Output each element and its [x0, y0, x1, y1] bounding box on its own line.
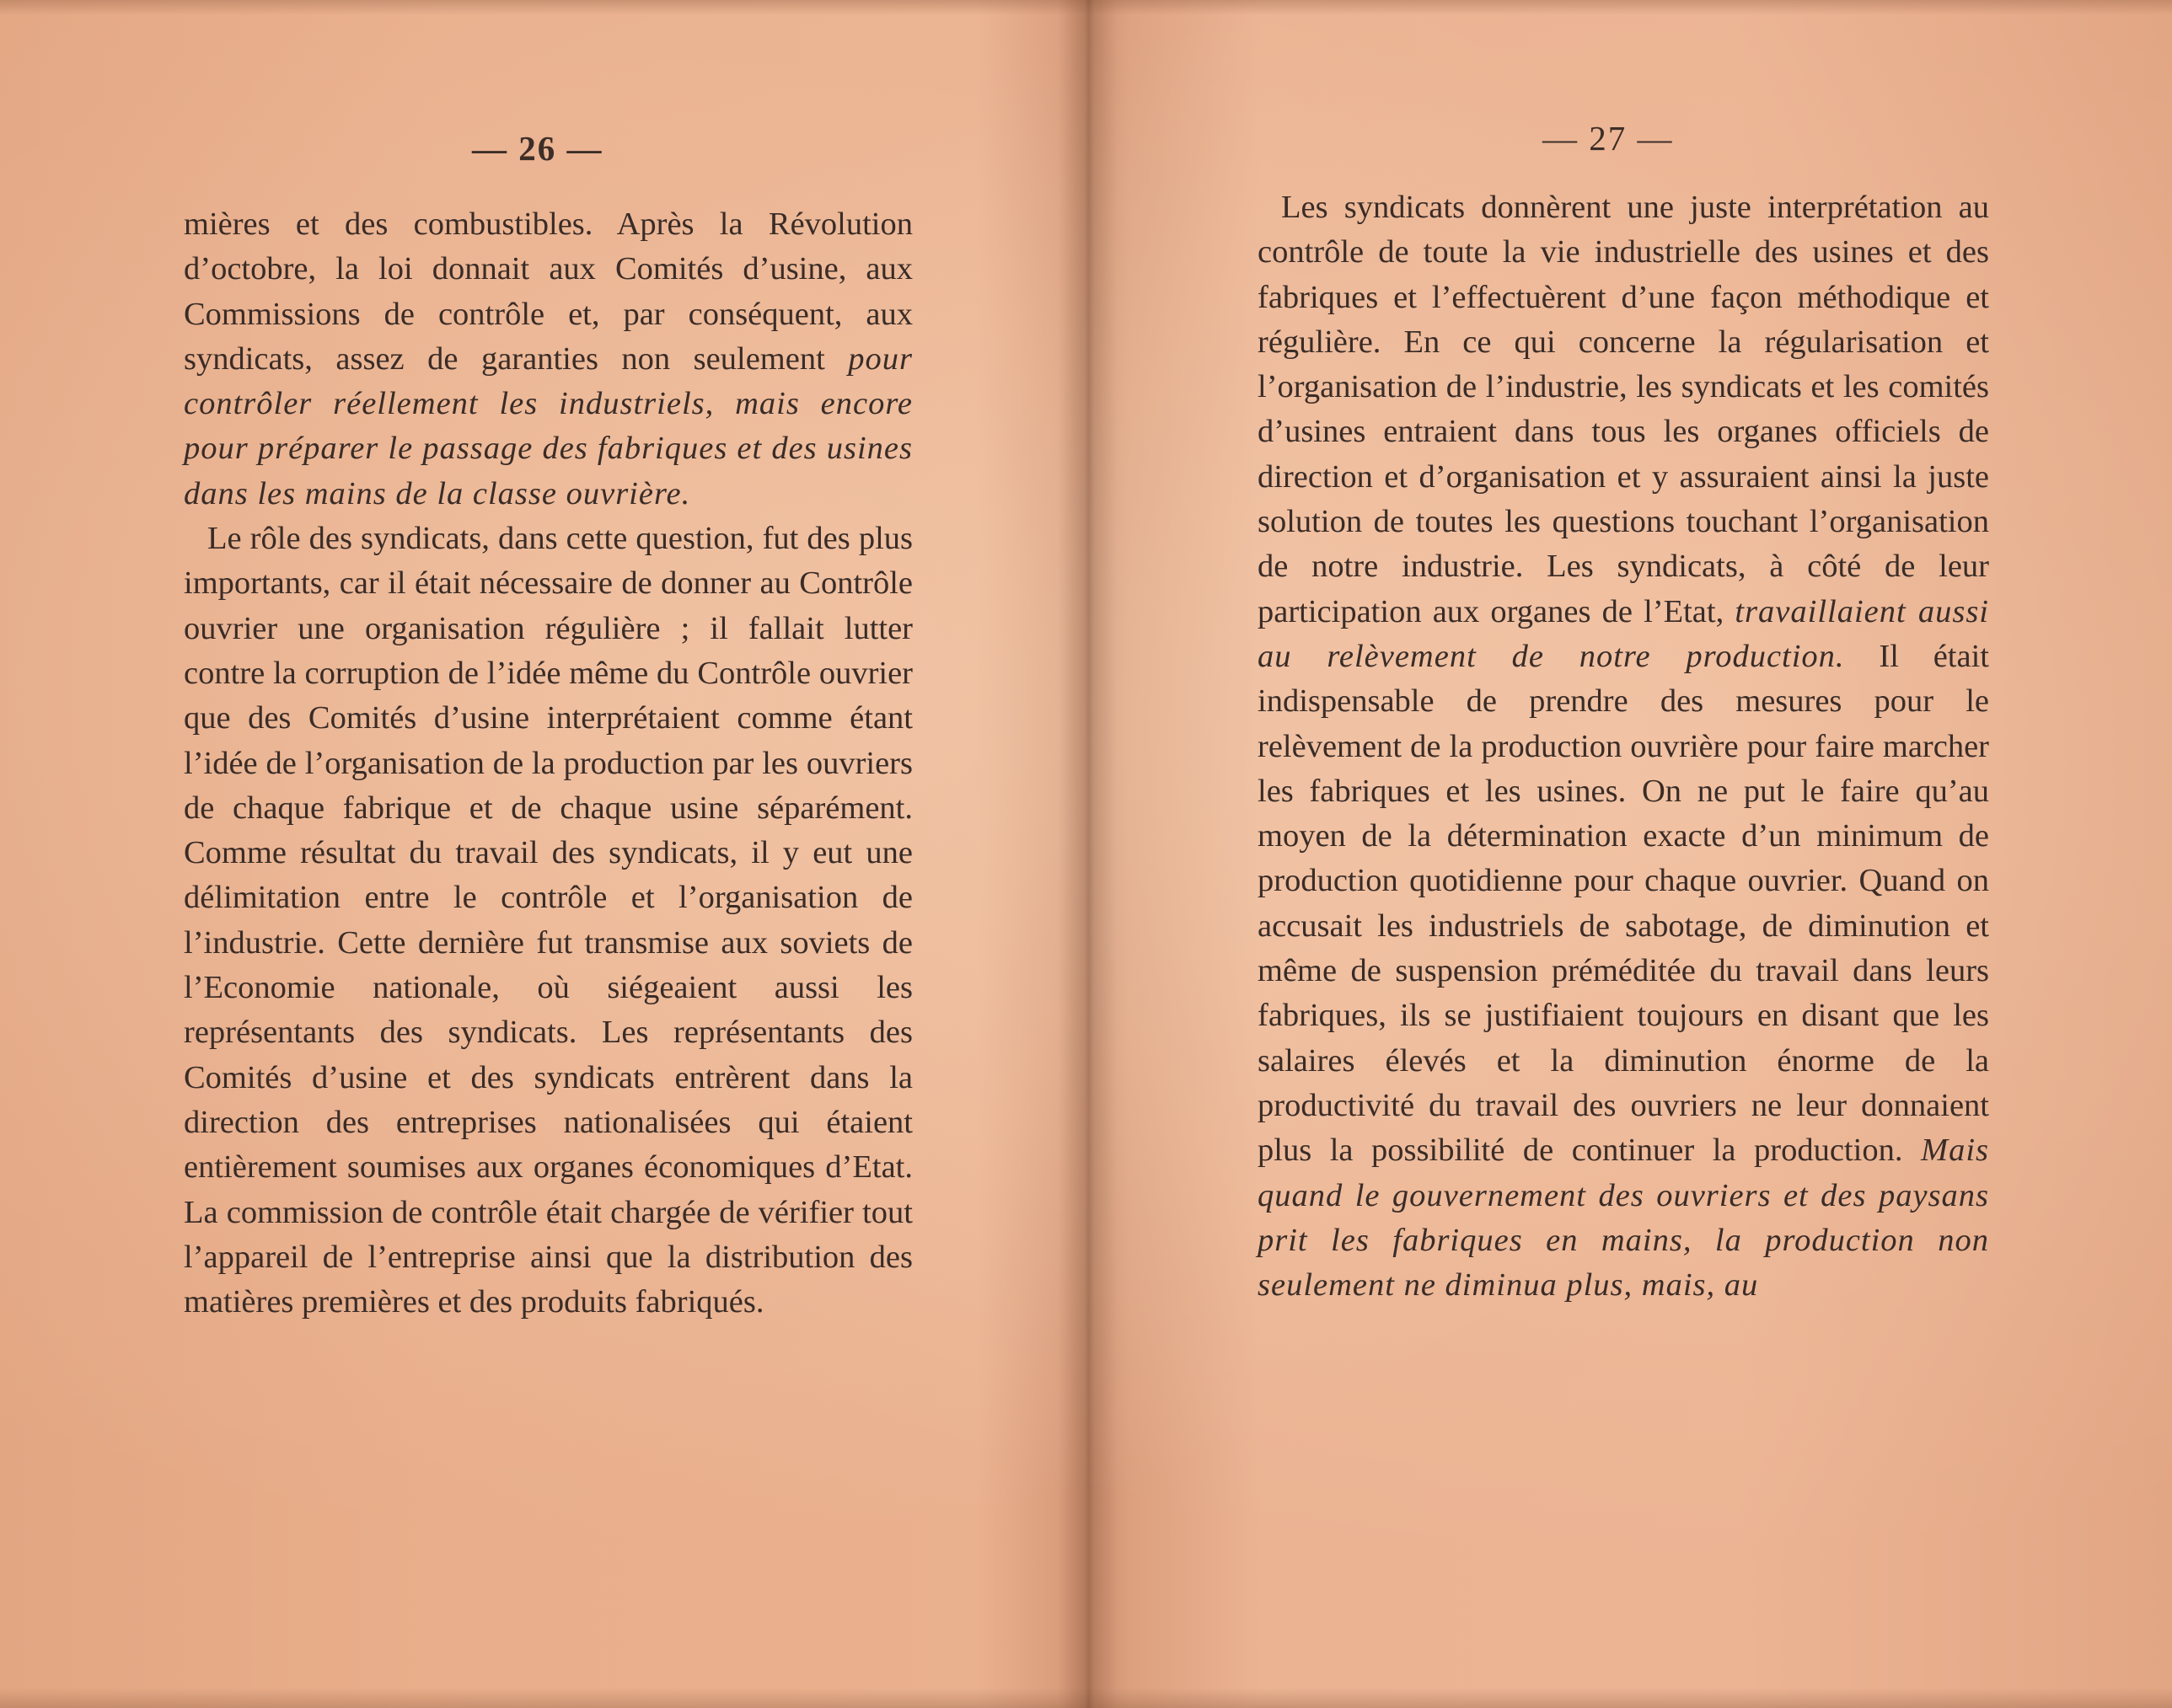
text-segment: Le rôle des syndicats, dans cette question, fut des plus importants, car il était nécessaire de donner au Contrôle ouvrier une organisation régulière ; il fallait lutter contre la corruption de l’idée même du Contrôle ouvrier que des Comités d’usine interprétaient comme étant l’idée de l’organisation de la production par les ouvriers de chaque fabrique et de chaque usine séparément. Comme résultat du travail des syndicats, il y eut une délimitation entre le contrôle et l’organisation de l’industrie. Cette dernière fut transmise aux soviets de l’Economie nationale, où siégeaient aussi les représentants des syndicats. Les représentants des Comités d’usine et des syndicats entrèrent dans la direction des entreprises nationalisées qui étaient entièrement soumises aux organes économiques d’Etat. La commission de contrôle était chargée de vérifier tout l’appareil de l’entreprise ainsi que la distribution des matières premières et des produits fabriqués.	[184, 521, 913, 1320]
page-number-right: — 27 —	[1542, 119, 1674, 158]
paragraph	[184, 517, 913, 1325]
page-number-left: — 26 —	[472, 129, 603, 168]
italic-text-segment: pour contrôler réellement les industriels, mais encore pour préparer le passage des fabriques et des usines dans les mains de la classe ouvrière.	[184, 340, 913, 511]
italic-text-segment: travaillaient aussi au relèvement de notre production.	[1258, 593, 1989, 674]
text-segment: mières et des combustibles. Après la Révolution d’octobre, la loi donnait aux Comités d’usine, aux Commissions de contrôle et, par conséquent, aux syndicats, assez de garanties non seulement	[184, 206, 913, 377]
text-segment: Il était indispensable de prendre des mesures pour le relèvement de la production ouvrière pour faire marcher les fabriques et les usines. On ne put le faire qu’au moyen de la détermination exacte d’un minimum de production quotidienne pour chaque ouvrier. Quand on accusait les industriels de sabotage, de diminution et même de suspension préméditée du travail dans leurs fabriques, ils se justifiaient toujours en disant que les salaires élevés et la diminution énorme de la productivité du travail des ouvriers ne leur donnaient plus la possibilité de continuer la production.	[1258, 638, 1989, 1169]
italic-text-segment: Mais quand le gouvernement des ouvriers et des paysans prit les fabriques en mains, la production non seulement ne diminua plus, mais, au	[1258, 1132, 1989, 1304]
text-segment: Les syndicats donnèrent une juste interprétation au contrôle de toute la vie industrielle des usines et des fabriques et l’effectuèrent d’une façon méthodique et régulière. En ce qui concerne la régularisation et l’organisation de l’industrie, les syndicats et les comités d’usines entraient dans tous les organes officiels de direction et d’organisation et y assuraient ainsi la juste solution de toutes les questions touchant l’organisation de notre industrie. Les syndicats, à côté de leur participation aux organes de l’Etat,	[1258, 190, 1989, 629]
left-page-text	[184, 202, 913, 1325]
paragraph	[1258, 185, 1989, 1308]
right-page-text	[1258, 185, 1989, 1308]
paragraph	[184, 202, 913, 517]
right-page	[1087, 0, 2172, 1708]
